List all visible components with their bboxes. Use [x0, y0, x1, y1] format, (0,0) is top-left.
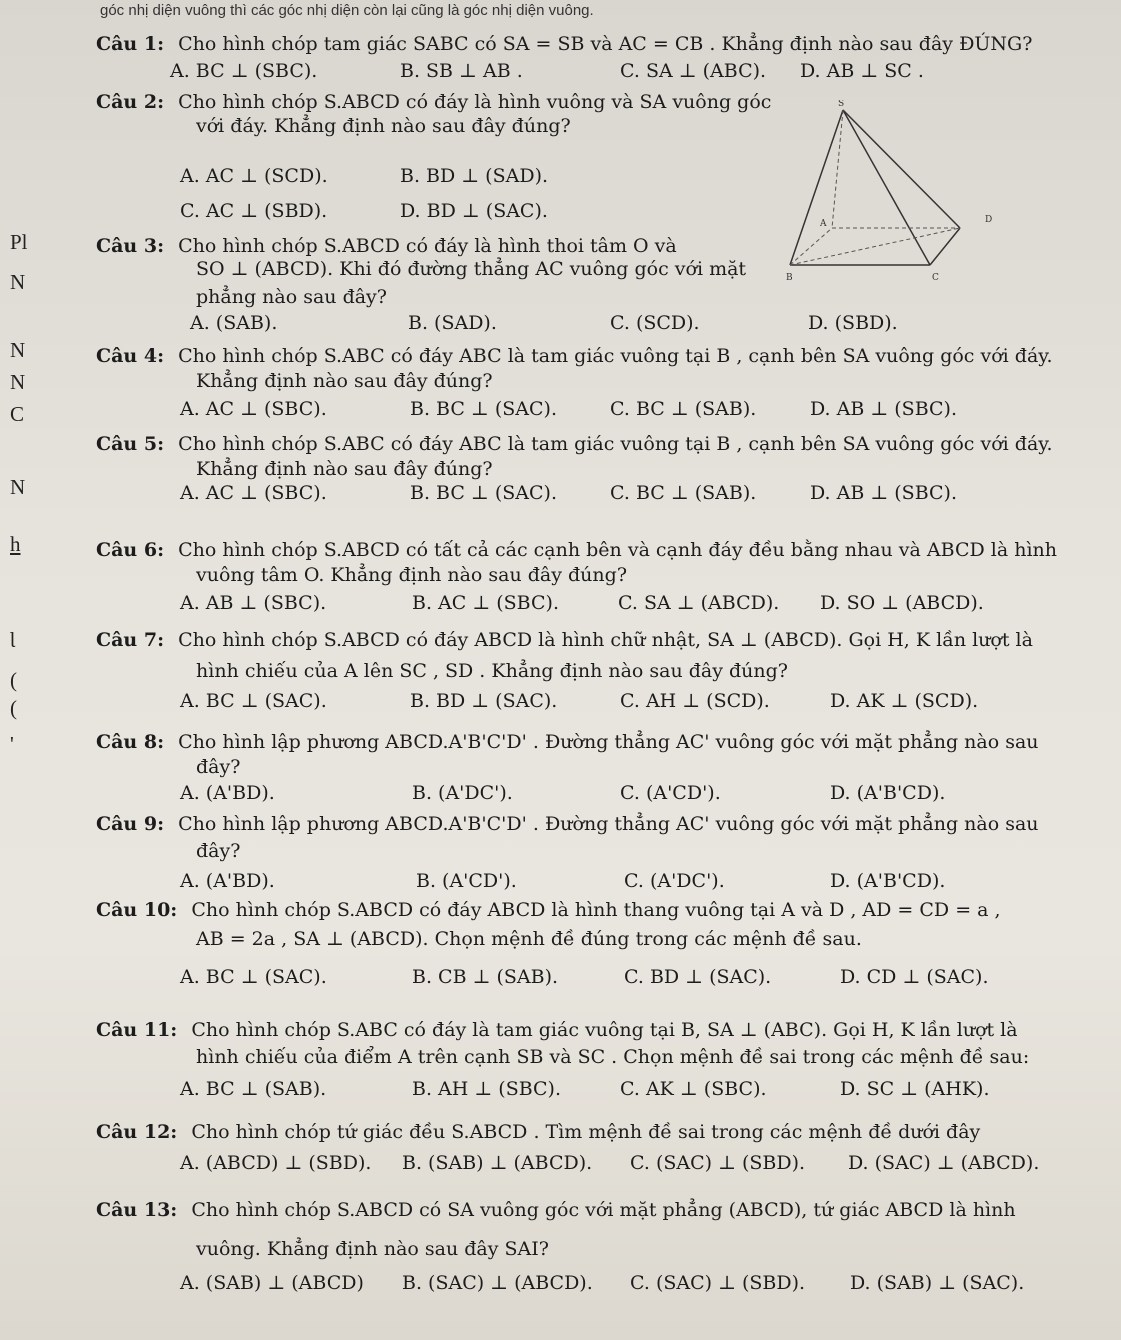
question-number: Câu 3: — [96, 235, 165, 257]
option-c: C. AC ⊥ (SBD). — [180, 200, 328, 222]
question-11 — [96, 1016, 1018, 1044]
question-text: Cho hình chóp S.ABCD có đáy là hình thoi tâm O và — [178, 235, 677, 257]
pyramid-figure-icon — [780, 100, 1010, 300]
question-text: Cho hình chóp S.ABC có đáy là tam giác vuông tại B, SA ⊥ (ABC). Gọi H, K lần lượt là — [191, 1019, 1018, 1041]
question-text-cont: vuông tâm O. Khẳng định nào sau đây đúng? — [196, 564, 628, 586]
question-text: Cho hình lập phương ABCD.A'B'C'D' . Đường thẳng AC' vuông góc với mặt phẳng nào sau — [178, 813, 1039, 835]
question-text-cont: Khẳng định nào sau đây đúng? — [196, 458, 493, 480]
question-number: Câu 11: — [96, 1019, 178, 1041]
question-number: Câu 12: — [96, 1121, 178, 1143]
option-a: A. AC ⊥ (SCD). — [180, 165, 328, 187]
option-c: C. SA ⊥ (ABCD). — [618, 592, 780, 614]
option-b: B. BD ⊥ (SAC). — [410, 690, 558, 712]
question-number: Câu 10: — [96, 899, 178, 921]
option-a: A. AB ⊥ (SBC). — [180, 592, 327, 614]
question-number: Câu 8: — [96, 731, 165, 753]
option-b: B. (A'CD'). — [416, 870, 517, 892]
question-number: Câu 7: — [96, 629, 165, 651]
question-3 — [96, 232, 677, 260]
option-d: D. AB ⊥ (SBC). — [810, 482, 957, 504]
question-6 — [96, 536, 1057, 564]
question-text-cont: SO ⊥ (ABCD). Khi đó đường thẳng AC vuông góc với mặt — [196, 258, 747, 280]
margin-letter: h — [10, 532, 21, 556]
option-d: D. BD ⊥ (SAC). — [400, 200, 548, 222]
question-13 — [96, 1196, 1016, 1224]
margin-letter: ' — [10, 732, 14, 756]
option-d: D. (SAB) ⊥ (SAC). — [850, 1272, 1025, 1294]
figure-label-c: C — [932, 273, 939, 283]
option-a: A. (A'BD). — [180, 870, 275, 892]
option-d: D. (SAC) ⊥ (ABCD). — [848, 1152, 1040, 1174]
question-text-cont: đây? — [196, 756, 241, 778]
option-c: C. AH ⊥ (SCD). — [620, 690, 770, 712]
margin-letter: N — [10, 475, 26, 499]
margin-letter: N — [10, 338, 26, 362]
option-c: C. (SCD). — [610, 312, 700, 334]
question-text-cont: AB = 2a , SA ⊥ (ABCD). Chọn mệnh đề đúng trong các mệnh đề sau. — [196, 928, 862, 950]
question-text: Cho hình chóp S.ABCD có tất cả các cạnh bên và cạnh đáy đều bằng nhau và ABCD là hình — [178, 539, 1057, 561]
question-text-cont: đây? — [196, 840, 241, 862]
figure-label-b: B — [786, 273, 793, 283]
question-number: Câu 6: — [96, 539, 165, 561]
option-d: D. (SBD). — [808, 312, 898, 334]
option-a: A. (SAB). — [190, 312, 278, 334]
margin-letter: ( — [10, 668, 17, 692]
option-b: B. (SAB) ⊥ (ABCD). — [402, 1152, 593, 1174]
option-c: C. AK ⊥ (SBC). — [620, 1078, 767, 1100]
option-b: B. BC ⊥ (SAC). — [410, 482, 557, 504]
question-text: Cho hình chóp S.ABCD có SA vuông góc với mặt phẳng (ABCD), tứ giác ABCD là hình — [191, 1199, 1016, 1221]
question-text-cont: Khẳng định nào sau đây đúng? — [196, 370, 493, 392]
option-a: A. AC ⊥ (SBC). — [180, 398, 327, 420]
option-d: D. CD ⊥ (SAC). — [840, 966, 989, 988]
question-text: Cho hình chóp tam giác SABC có SA = SB và AC = CB . Khẳng định nào sau đây ĐÚNG? — [178, 33, 1033, 55]
figure-label-a: A — [820, 219, 827, 229]
header-note: góc nhị diện vuông thì các góc nhị diện còn lại cũng là góc nhị diện vuông. — [100, 2, 594, 19]
option-c: C. (SAC) ⊥ (SBD). — [630, 1152, 806, 1174]
question-text: Cho hình chóp S.ABCD có đáy là hình vuông và SA vuông góc — [178, 91, 772, 113]
option-c: C. SA ⊥ (ABC). — [620, 60, 767, 82]
option-a: A. AC ⊥ (SBC). — [180, 482, 327, 504]
option-a: A. (A'BD). — [180, 782, 275, 804]
option-d: D. AB ⊥ (SBC). — [810, 398, 957, 420]
option-b: B. SB ⊥ AB . — [400, 60, 523, 82]
margin-letter: C — [10, 402, 25, 426]
option-d: D. AK ⊥ (SCD). — [830, 690, 979, 712]
margin-letter: N — [10, 370, 26, 394]
question-text: Cho hình chóp S.ABC có đáy ABC là tam giác vuông tại B , cạnh bên SA vuông góc với đáy. — [178, 345, 1053, 367]
option-b: B. BD ⊥ (SAD). — [400, 165, 549, 187]
option-a: A. (ABCD) ⊥ (SBD). — [180, 1152, 372, 1174]
margin-letter: N — [10, 270, 26, 294]
option-c: C. BC ⊥ (SAB). — [610, 482, 757, 504]
question-text-cont: phẳng nào sau đây? — [196, 286, 387, 308]
option-b: B. (A'DC'). — [412, 782, 513, 804]
question-text: Cho hình lập phương ABCD.A'B'C'D' . Đường thẳng AC' vuông góc với mặt phẳng nào sau — [178, 731, 1039, 753]
question-5 — [96, 430, 1053, 458]
question-2 — [96, 88, 771, 116]
question-9 — [96, 810, 1039, 838]
option-b: B. AH ⊥ (SBC). — [412, 1078, 562, 1100]
question-number: Câu 4: — [96, 345, 165, 367]
option-c: C. BC ⊥ (SAB). — [610, 398, 757, 420]
question-number: Câu 5: — [96, 433, 165, 455]
question-text: Cho hình chóp S.ABC có đáy ABC là tam giác vuông tại B , cạnh bên SA vuông góc với đáy. — [178, 433, 1053, 455]
option-d: D. SO ⊥ (ABCD). — [820, 592, 984, 614]
option-d: D. (A'B'CD). — [830, 782, 946, 804]
option-c: C. (SAC) ⊥ (SBD). — [630, 1272, 806, 1294]
option-d: D. SC ⊥ (AHK). — [840, 1078, 990, 1100]
question-text-cont: vuông. Khẳng định nào sau đây SAI? — [196, 1238, 549, 1260]
question-12 — [96, 1118, 980, 1146]
option-c: C. BD ⊥ (SAC). — [624, 966, 772, 988]
option-a: A. BC ⊥ (SAB). — [180, 1078, 327, 1100]
question-10 — [96, 896, 1001, 924]
option-c: C. (A'CD'). — [620, 782, 721, 804]
option-a: A. BC ⊥ (SBC). — [170, 60, 318, 82]
option-b: B. AC ⊥ (SBC). — [412, 592, 559, 614]
question-text: Cho hình chóp tứ giác đều S.ABCD . Tìm mệnh đề sai trong các mệnh đề dưới đây — [191, 1121, 981, 1143]
option-a: A. BC ⊥ (SAC). — [180, 966, 327, 988]
question-4 — [96, 342, 1053, 370]
option-a: A. BC ⊥ (SAC). — [180, 690, 327, 712]
question-number: Câu 9: — [96, 813, 165, 835]
option-a: A. (SAB) ⊥ (ABCD) — [180, 1272, 364, 1294]
figure-label-d: D — [985, 215, 993, 225]
question-number: Câu 13: — [96, 1199, 178, 1221]
question-text: Cho hình chóp S.ABCD có đáy ABCD là hình chữ nhật, SA ⊥ (ABCD). Gọi H, K lần lượt là — [178, 629, 1033, 651]
option-d: D. AB ⊥ SC . — [800, 60, 924, 82]
question-text-cont: hình chiếu của điểm A trên cạnh SB và SC . Chọn mệnh đề sai trong các mệnh đề sau: — [196, 1046, 1030, 1068]
question-number: Câu 1: — [96, 33, 165, 55]
option-c: C. (A'DC'). — [624, 870, 725, 892]
figure-label-s: S — [838, 100, 845, 109]
question-text: Cho hình chóp S.ABCD có đáy ABCD là hình thang vuông tại A và D , AD = CD = a , — [191, 899, 1001, 921]
question-text-cont: với đáy. Khẳng định nào sau đây đúng? — [196, 115, 571, 137]
option-b: B. (SAC) ⊥ (ABCD). — [402, 1272, 593, 1294]
question-7 — [96, 626, 1033, 654]
option-b: B. CB ⊥ (SAB). — [412, 966, 559, 988]
question-number: Câu 2: — [96, 91, 165, 113]
option-b: B. BC ⊥ (SAC). — [410, 398, 557, 420]
margin-letter: Ɩ — [10, 628, 16, 652]
margin-letter: ( — [10, 696, 17, 720]
option-b: B. (SAD). — [408, 312, 497, 334]
question-8 — [96, 728, 1039, 756]
option-d: D. (A'B'CD). — [830, 870, 946, 892]
question-1 — [96, 30, 1032, 58]
question-text-cont: hình chiếu của A lên SC , SD . Khẳng định nào sau đây đúng? — [196, 660, 788, 682]
margin-letter: Pl — [10, 230, 28, 254]
